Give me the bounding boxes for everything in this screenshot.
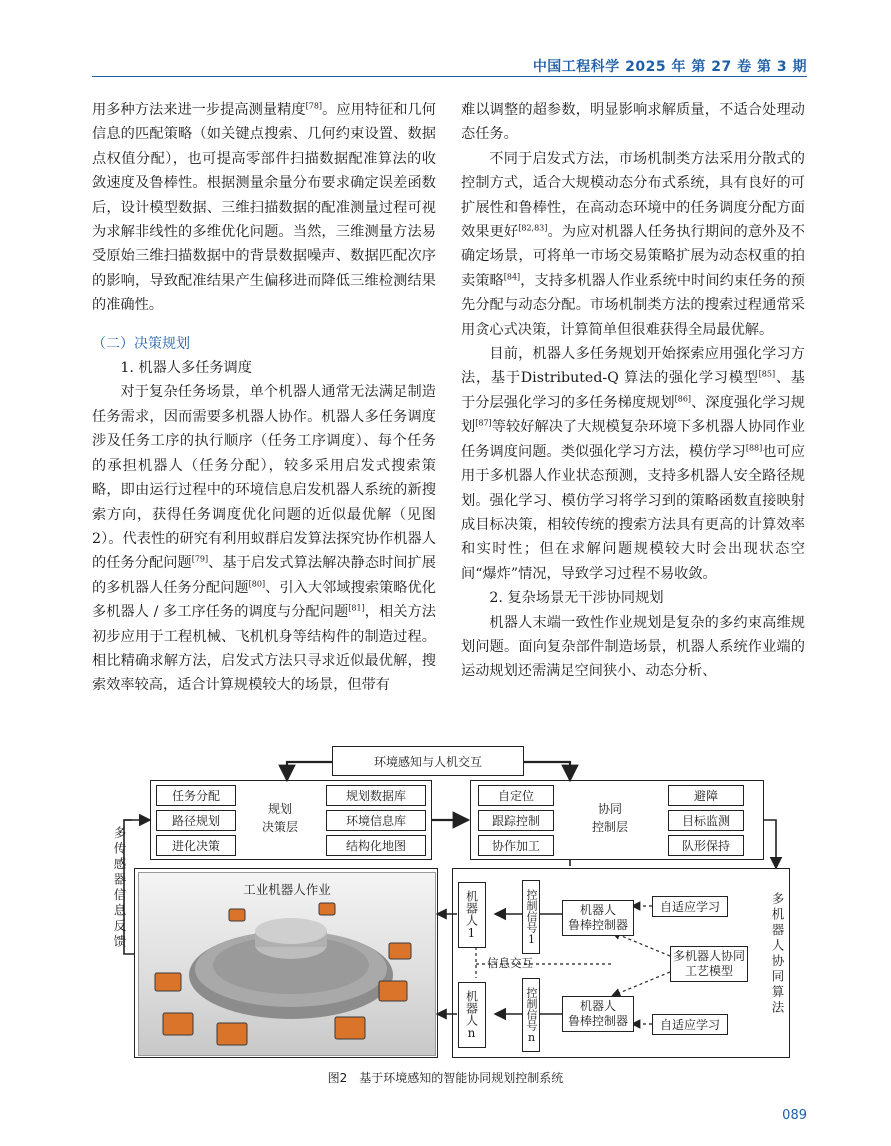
text-run: ，相关方法初步应用于工程机械、飞机机身等结构件的制造过程。相比精确求解方法，启发式方法只寻求近似最优解，搜索效率较高，适合计算规模较大的场景，但带有 [92,604,436,694]
text-run: ，支持多机器人作业系统中时间约束任务的预先分配与动态分配。市场机制类方法的搜索过程通常采用贪心式决策，计算简单但很难获得全局最优解。 [461,272,805,338]
journal-header: 中国工程科学 2025 年 第 27 卷 第 3 期 [532,59,807,75]
text-run: 等较好解决了大规模复杂环境下多机器人协同作业任务调度问题。类似强化学习方法，模仿学习 [461,419,805,460]
left-paragraph-1 [92,98,436,318]
structured-map-box: 结构化地图 [326,835,426,856]
left-column [92,98,436,698]
right-column [461,98,805,684]
citation[interactable]: [80] [248,578,266,588]
citation[interactable]: [85] [758,369,776,379]
obstacle-avoidance-box: 避障 [668,785,744,806]
right-paragraph-3 [461,342,805,586]
planning-layer-label: 规划 决策层 [261,802,298,834]
right-paragraph-2 [461,147,805,342]
target-monitoring-box: 目标监测 [668,810,744,831]
page-number: 089 [782,1108,807,1123]
right-paragraph-1: 难以调整的超参数，明显影响求解质量，不适合处理动态任务。 [461,102,805,143]
citation[interactable]: [86] [674,394,692,404]
task-allocation-box: 任务分配 [156,785,236,806]
text-run: 、引入大邻域搜索策略优化多机器人 / 多工序任务的调度与分配问题 [92,579,436,621]
figure-2 [92,742,808,1060]
figure-caption: 图2 基于环境感知的智能协同规划控制系统 [327,1071,564,1085]
citation[interactable]: [78] [305,101,323,111]
adaptive-learning-n-box: 自适应学习 [652,1014,728,1035]
text-run: 也可应用于多机器人作业状态预测，支持多机器人安全路径规划。强化学习、模仿学习将学习到的策略函数直接映射成目标决策，相较传统的搜索方法具有更高的计算效率和实时性；但在求解问题规模较大时会出现状态空间“爆炸”情况，导致学习过程不易收敛。 [461,443,805,582]
multi-robot-algorithm-label: 多机器人协同算法 [770,892,785,1016]
planning-database-box: 规划数据库 [326,785,426,806]
subsection-heading-1: 1. 机器人多任务调度 [120,360,252,377]
control-signal-n-box: 控制信号n [522,978,540,1052]
text-run: 不同于启发式方法，市场机制类方法采用分散式的控制方式，适合大规模动态分布式系统，具有良好的可扩展性和鲁棒性，在高动态环境中的任务调度分配方面效果更好 [461,150,805,241]
citation[interactable]: [81] [348,603,365,613]
header-rule [92,76,807,77]
right-paragraph-4: 机器人末端一致性作业规划是复杂的多约束高维规划问题。面向复杂部件制造场景，机器人系统作业端的运动规划还需满足空间狭小、动态分析、 [461,614,805,680]
robust-controller-n-box: 机器人 鲁棒控制器 [562,996,634,1032]
text-run: 、深度强化学习规划 [461,394,805,436]
robust-controller-1-box: 机器人 鲁棒控制器 [562,900,634,936]
industrial-robot-photo [138,872,436,1056]
robot-1-box: 机器人1 [458,882,486,948]
citation[interactable]: [79] [191,554,209,564]
robot-n-box: 机器人n [458,982,486,1048]
cooperative-machining-box: 协作加工 [478,835,554,856]
adaptive-learning-1-box: 自适应学习 [652,896,728,917]
turbine-robot-illustration [139,873,435,1055]
citation[interactable]: [84] [503,272,521,282]
text-run: 。为应对机器人任务执行期间的意外及不确定场景，可将单一市场交易策略扩展为动态权重的拍卖策略 [461,224,805,289]
process-model-box: 多机器人协同 工艺模型 [670,946,748,982]
tracking-control-box: 跟踪控制 [478,810,554,831]
sensor-feedback-label: 多传感器信息反馈 [112,826,127,950]
path-planning-box: 路径规划 [156,810,236,831]
control-signal-1-box: 控制信号1 [522,880,540,954]
citation[interactable]: [82,83] [518,223,548,233]
formation-keeping-box: 队形保持 [668,835,744,856]
cooperative-layer-label: 协同 控制层 [591,802,628,834]
self-positioning-box: 自定位 [478,785,554,806]
text-run: 用多种方法来进一步提高测量精度 [92,102,306,118]
environment-database-box: 环境信息库 [326,810,426,831]
citation[interactable]: [88] [745,442,763,452]
text-run: 目前，机器人多任务规划开始探索应用强化学习方法，基于Distributed-Q 算法的强化学习模型 [461,346,805,387]
text-run: 、基于分层强化学习的多任务梯度规划 [461,370,805,411]
text-run: 、基于启发式算法解决静态时间扩展的多机器人任务分配问题 [92,555,436,596]
photo-title: 工业机器人作业 [243,882,331,897]
left-paragraph-2 [92,380,436,697]
citation[interactable]: [87] [475,418,492,428]
environment-perception-box: 环境感知与人机交互 [332,746,524,776]
info-exchange-label: 信息交互 [487,956,533,970]
text-run: 。应用特征和几何信息的匹配策略（如关键点搜索、几何约束设置、数据点权值分配），也可提高零部件扫描数据配准算法的收敛速度及鲁棒性。根据测量余量分布要求确定误差函数后，设计模型数据、三维扫描数据的配准测量过程可视为求解非线性的多维优化问题。当然，三维测量方法易受原始三维扫描数据中的背景数据噪声、数据匹配次序的影响，导致配准结果产生偏移进而降低三维检测结果的准确性。 [92,102,436,314]
evolution-decision-box: 进化决策 [156,835,236,856]
subsection-heading-2: 2. 复杂场景无干涉协同规划 [489,590,664,607]
text-run: 对于复杂任务场景，单个机器人通常无法满足制造任务需求，因而需要多机器人协作。机器人多任务调度涉及任务工序的执行顺序（任务工序调度）、每个任务的承担机器人（任务分配），较多采用启发式搜索策略，即由运行过程中的环境信息启发机器人系统的新搜索方向，获得任务调度优化问题的近似最优解（见图2）。代表性的研究有利用蚁群启发算法探究协作机器人的任务分配问题 [92,384,436,572]
section-heading: （二）决策规划 [92,335,190,352]
